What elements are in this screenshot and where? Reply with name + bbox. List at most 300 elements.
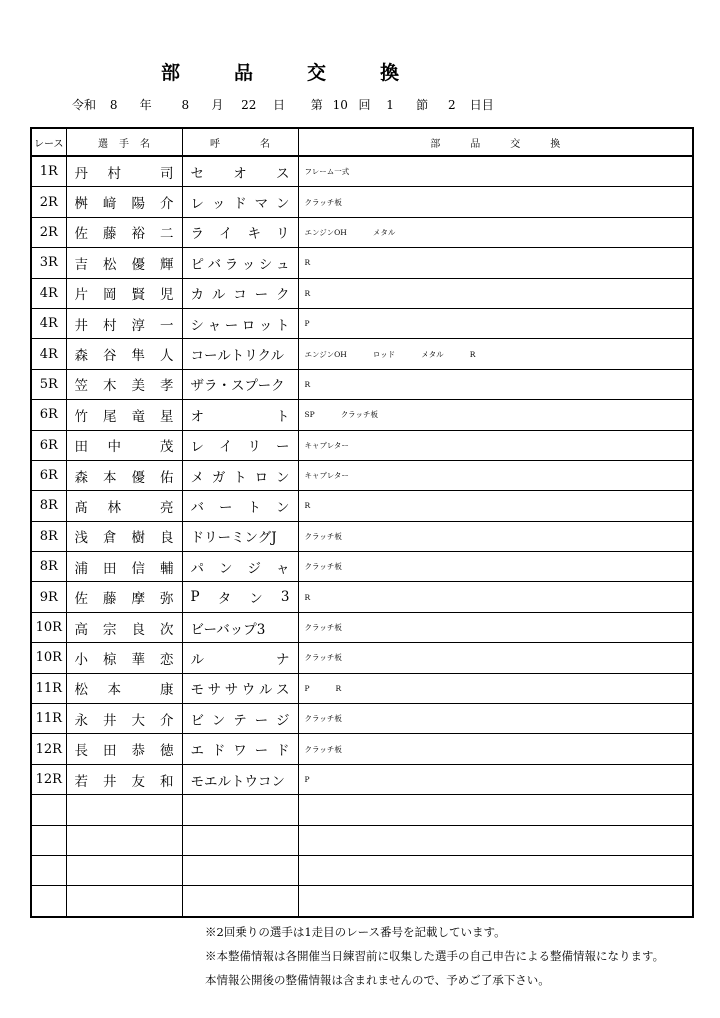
empty-cell bbox=[298, 886, 693, 917]
parts-cell bbox=[298, 217, 693, 247]
parts-cell bbox=[298, 187, 693, 217]
player-name-char: 本 bbox=[107, 682, 121, 699]
race-cell: 2R bbox=[31, 217, 66, 247]
callname-part: ー bbox=[219, 499, 233, 516]
callname-part: コールトリクル bbox=[190, 348, 285, 365]
parts-item: クラッチ板 bbox=[340, 410, 379, 420]
parts-item: キャブレター bbox=[304, 471, 349, 481]
player-name-char: 田 bbox=[103, 560, 117, 577]
player-name-char: 永 bbox=[74, 712, 88, 729]
callname-part: テ bbox=[233, 712, 247, 729]
table-row bbox=[31, 339, 693, 369]
parts-item: P bbox=[304, 775, 310, 784]
date-month-unit: 月 bbox=[211, 98, 224, 112]
callname-cell bbox=[182, 673, 298, 703]
player-name-char: 隼 bbox=[131, 348, 145, 365]
parts-item: メタル bbox=[372, 227, 396, 237]
parts-item: クラッチ板 bbox=[304, 197, 342, 207]
notes bbox=[205, 920, 664, 992]
player-name-char: 長 bbox=[74, 743, 88, 760]
empty-cell bbox=[66, 855, 182, 885]
empty-cell bbox=[31, 855, 66, 885]
callname-part: シ bbox=[190, 317, 204, 334]
player-name-cell bbox=[66, 734, 182, 764]
player-name-char: 二 bbox=[160, 226, 174, 243]
table-row bbox=[31, 430, 693, 460]
parts-cell bbox=[298, 582, 693, 612]
table-row bbox=[31, 248, 693, 278]
player-name-char: 次 bbox=[160, 621, 174, 638]
callname-part: ッ bbox=[241, 256, 256, 273]
callname-cell bbox=[182, 308, 298, 338]
player-name-char: 宗 bbox=[103, 621, 117, 638]
parts-cell bbox=[298, 400, 693, 430]
player-name-cell bbox=[66, 156, 182, 187]
player-name-char: 椋 bbox=[103, 651, 117, 668]
parts-item: R bbox=[304, 288, 311, 298]
parts-cell bbox=[298, 491, 693, 521]
callname-part: ワ bbox=[233, 743, 247, 760]
callname-part: P bbox=[190, 589, 200, 606]
player-name-cell bbox=[66, 612, 182, 642]
header-player: 選 手 名 bbox=[66, 128, 182, 156]
race-cell: 6R bbox=[31, 430, 66, 460]
callname-cell bbox=[182, 704, 298, 734]
player-name-char: 良 bbox=[160, 530, 174, 547]
callname-part: ト bbox=[233, 469, 247, 486]
player-name-char: 﨑 bbox=[103, 196, 117, 213]
player-name-char: 康 bbox=[160, 682, 174, 699]
parts-cell bbox=[298, 278, 693, 308]
date-kai-num: 10 bbox=[332, 98, 348, 112]
callname-part: レ bbox=[190, 439, 204, 456]
table-row bbox=[31, 460, 693, 490]
player-name-cell bbox=[66, 582, 182, 612]
parts-cell bbox=[298, 612, 693, 642]
player-name-char: 孝 bbox=[160, 378, 174, 395]
player-name-char: 佐 bbox=[74, 226, 88, 243]
callname-part: ビ bbox=[190, 712, 204, 729]
player-name-char: 小 bbox=[74, 651, 88, 668]
callname-part: ナ bbox=[276, 651, 290, 668]
race-cell: 4R bbox=[31, 308, 66, 338]
race-cell: 3R bbox=[31, 248, 66, 278]
date-setsu-num: 1 bbox=[386, 98, 394, 112]
player-name-char: 竹 bbox=[74, 408, 88, 425]
date-year: 8 bbox=[109, 98, 118, 112]
callname-part: モエルトウコン bbox=[190, 773, 285, 790]
player-name-char: 華 bbox=[131, 651, 145, 668]
table-row bbox=[31, 187, 693, 217]
player-name-cell bbox=[66, 521, 182, 551]
player-name-char: 陽 bbox=[131, 196, 145, 213]
callname-part: ス bbox=[275, 682, 290, 699]
player-name-char: 弥 bbox=[160, 591, 174, 608]
callname-part: ル bbox=[258, 682, 273, 699]
player-name-char: 輔 bbox=[160, 560, 174, 577]
race-cell: 11R bbox=[31, 673, 66, 703]
player-name-cell bbox=[66, 430, 182, 460]
callname-part: ッ bbox=[258, 317, 273, 334]
parts-item: P bbox=[304, 683, 310, 693]
player-name-char: 星 bbox=[160, 408, 174, 425]
parts-cell bbox=[298, 704, 693, 734]
empty-cell bbox=[182, 825, 298, 855]
table-row bbox=[31, 217, 693, 247]
player-name-char: 恭 bbox=[131, 743, 145, 760]
callname-part: オ bbox=[190, 408, 204, 425]
callname-part: ー bbox=[254, 743, 269, 760]
player-name-char: 恋 bbox=[160, 651, 174, 668]
player-name-char: 司 bbox=[160, 165, 174, 182]
empty-cell bbox=[31, 795, 66, 825]
date-line bbox=[72, 96, 494, 113]
player-name-char: 美 bbox=[131, 378, 145, 395]
parts-table bbox=[30, 127, 694, 918]
player-name-cell bbox=[66, 704, 182, 734]
player-name-char: 笠 bbox=[74, 378, 88, 395]
player-name-cell bbox=[66, 460, 182, 490]
player-name-char: 倉 bbox=[103, 530, 117, 547]
callname-part: カ bbox=[190, 287, 204, 304]
player-name-cell bbox=[66, 673, 182, 703]
player-name-char: 亮 bbox=[160, 499, 174, 516]
callname-part: バ bbox=[190, 499, 204, 516]
callname-part: メ bbox=[190, 469, 204, 486]
page-title bbox=[0, 58, 560, 85]
callname-part: ロ bbox=[241, 317, 256, 334]
date-day-unit: 日 bbox=[272, 98, 285, 112]
player-name-char: 信 bbox=[131, 560, 145, 577]
callname-part: ン bbox=[249, 591, 263, 608]
parts-item: R bbox=[304, 592, 311, 602]
empty-cell bbox=[31, 825, 66, 855]
table-row bbox=[31, 612, 693, 642]
callname-part: ジ bbox=[276, 712, 290, 729]
date-dai: 第 bbox=[310, 98, 323, 112]
callname-cell bbox=[182, 248, 298, 278]
table-row bbox=[31, 704, 693, 734]
player-name-char: 和 bbox=[160, 773, 174, 790]
player-name-char: 村 bbox=[103, 317, 117, 334]
callname-part: ン bbox=[211, 712, 226, 729]
callname-cell bbox=[182, 369, 298, 399]
player-name-char: 児 bbox=[160, 287, 174, 304]
empty-cell bbox=[66, 886, 182, 917]
race-cell: 6R bbox=[31, 400, 66, 430]
table-row bbox=[31, 400, 693, 430]
callname-part: ー bbox=[224, 317, 239, 334]
date-setsu-unit: 節 bbox=[416, 98, 429, 112]
header-parts: 部 品 交 換 bbox=[298, 128, 693, 156]
player-name-char: 浦 bbox=[74, 560, 88, 577]
callname-cell bbox=[182, 521, 298, 551]
callname-part: コ bbox=[233, 287, 247, 304]
empty-cell bbox=[182, 855, 298, 885]
player-name-char: 優 bbox=[131, 469, 145, 486]
callname-cell bbox=[182, 582, 298, 612]
race-cell: 8R bbox=[31, 491, 66, 521]
callname-part: ロ bbox=[254, 469, 269, 486]
callname-part: サ bbox=[207, 682, 222, 699]
parts-cell bbox=[298, 430, 693, 460]
callname-part: ド bbox=[233, 196, 247, 213]
race-cell: 10R bbox=[31, 612, 66, 642]
table-row bbox=[31, 308, 693, 338]
player-name-cell bbox=[66, 187, 182, 217]
header-race: レース bbox=[31, 128, 66, 156]
callname-cell bbox=[182, 764, 298, 794]
note-line: 本情報公開後の整備情報は含まれませんので、予めご了承下さい。 bbox=[205, 973, 550, 987]
table-row bbox=[31, 673, 693, 703]
player-name-cell bbox=[66, 764, 182, 794]
callname-part: ラ bbox=[224, 256, 239, 273]
player-name-char: 吉 bbox=[74, 256, 88, 273]
callname-cell bbox=[182, 612, 298, 642]
date-nichime-num: 2 bbox=[447, 98, 456, 112]
callname-part: セ bbox=[190, 165, 204, 182]
player-name-char: 介 bbox=[160, 196, 174, 213]
table-row bbox=[31, 156, 693, 187]
callname-part: ド bbox=[211, 743, 226, 760]
race-cell: 11R bbox=[31, 704, 66, 734]
player-name-char: 茂 bbox=[160, 439, 174, 456]
race-cell: 12R bbox=[31, 734, 66, 764]
callname-part: サ bbox=[224, 682, 239, 699]
parts-item: R bbox=[304, 258, 311, 268]
empty-cell bbox=[298, 855, 693, 885]
callname-cell bbox=[182, 460, 298, 490]
player-name-char: 森 bbox=[74, 348, 88, 365]
table-row bbox=[31, 734, 693, 764]
empty-cell bbox=[31, 886, 66, 917]
player-name-cell bbox=[66, 643, 182, 673]
callname-part: ピ bbox=[190, 256, 204, 273]
parts-item: キャブレター bbox=[304, 440, 349, 450]
player-name-cell bbox=[66, 339, 182, 369]
player-name-char: 髙 bbox=[74, 499, 88, 516]
player-name-char: 一 bbox=[160, 317, 174, 334]
date-year-unit: 年 bbox=[139, 98, 152, 112]
player-name-char: 淳 bbox=[131, 317, 145, 334]
player-name-char: 中 bbox=[107, 439, 121, 456]
callname-part: イ bbox=[219, 226, 233, 243]
callname-cell bbox=[182, 400, 298, 430]
table-header bbox=[31, 128, 693, 156]
callname-part: タ bbox=[217, 591, 232, 608]
parts-cell bbox=[298, 156, 693, 187]
player-name-char: 松 bbox=[74, 682, 88, 699]
callname-part: ン bbox=[219, 560, 233, 577]
parts-item: クラッチ板 bbox=[304, 714, 342, 724]
date-kai-unit: 回 bbox=[358, 98, 371, 112]
parts-item: R bbox=[469, 349, 476, 359]
title-char: 交 bbox=[307, 62, 327, 84]
race-cell: 12R bbox=[31, 764, 66, 794]
player-name-cell bbox=[66, 278, 182, 308]
player-name-char: 本 bbox=[103, 469, 117, 486]
parts-cell bbox=[298, 764, 693, 794]
callname-part: シ bbox=[258, 256, 273, 273]
parts-cell bbox=[298, 552, 693, 582]
note-line: ※2回乗りの選手は1走目のレース番号を記載しています。 bbox=[205, 925, 506, 939]
parts-item: クラッチ板 bbox=[304, 623, 342, 633]
race-cell: 4R bbox=[31, 278, 66, 308]
callname-part: リ bbox=[276, 226, 290, 243]
player-name-char: 大 bbox=[131, 712, 145, 729]
callname-part: ス bbox=[276, 165, 290, 182]
callname-cell bbox=[182, 278, 298, 308]
player-name-cell bbox=[66, 217, 182, 247]
empty-row bbox=[31, 855, 693, 885]
title-char: 換 bbox=[380, 62, 400, 84]
player-name-char: 友 bbox=[131, 773, 145, 790]
player-name-char: 優 bbox=[131, 256, 145, 273]
callname-part: ー bbox=[276, 439, 290, 456]
race-cell: 8R bbox=[31, 552, 66, 582]
table-row bbox=[31, 764, 693, 794]
player-name-char: 岡 bbox=[103, 287, 117, 304]
player-name-char: 徳 bbox=[160, 743, 174, 760]
race-cell: 5R bbox=[31, 369, 66, 399]
callname-part: ド bbox=[276, 743, 290, 760]
callname-part: ドリーミングJ bbox=[190, 530, 277, 547]
parts-item: ロッド bbox=[372, 349, 396, 359]
callname-part: ャ bbox=[207, 317, 222, 334]
callname-part: バ bbox=[207, 256, 222, 273]
title-char: 品 bbox=[233, 62, 253, 84]
player-name-char: 藤 bbox=[103, 591, 117, 608]
table-row bbox=[31, 491, 693, 521]
player-name-char: 林 bbox=[107, 499, 121, 516]
player-name-cell bbox=[66, 248, 182, 278]
callname-part: レ bbox=[190, 196, 204, 213]
callname-part: ー bbox=[254, 712, 269, 729]
parts-item: クラッチ板 bbox=[304, 653, 342, 663]
parts-cell bbox=[298, 673, 693, 703]
empty-cell bbox=[66, 795, 182, 825]
callname-part: ン bbox=[276, 196, 290, 213]
callname-part: 3 bbox=[280, 589, 290, 606]
parts-item: クラッチ板 bbox=[304, 744, 342, 754]
player-name-char: 井 bbox=[74, 317, 88, 334]
parts-item: クラッチ板 bbox=[304, 562, 342, 572]
callname-part: ジ bbox=[247, 560, 261, 577]
empty-cell bbox=[182, 795, 298, 825]
empty-row bbox=[31, 886, 693, 917]
date-month: 8 bbox=[181, 98, 190, 112]
date-nichime-unit: 日目 bbox=[469, 98, 494, 112]
parts-cell bbox=[298, 643, 693, 673]
date-day: 22 bbox=[241, 98, 257, 112]
table-row bbox=[31, 582, 693, 612]
note-line: ※本整備情報は各開催当日練習前に収集した選手の自己申告による整備情報になります。 bbox=[205, 949, 665, 963]
player-name-char: 片 bbox=[74, 287, 88, 304]
player-name-cell bbox=[66, 491, 182, 521]
player-name-char: 輝 bbox=[160, 256, 174, 273]
player-name-char: 良 bbox=[131, 621, 145, 638]
empty-row bbox=[31, 795, 693, 825]
header-callname: 呼 名 bbox=[182, 128, 298, 156]
table-row bbox=[31, 278, 693, 308]
callname-cell bbox=[182, 552, 298, 582]
callname-part: ウ bbox=[241, 682, 256, 699]
empty-cell bbox=[182, 886, 298, 917]
player-name-char: 井 bbox=[103, 773, 117, 790]
parts-item: クラッチ板 bbox=[304, 531, 342, 541]
callname-part: エ bbox=[190, 743, 204, 760]
race-cell: 9R bbox=[31, 582, 66, 612]
parts-item: R bbox=[304, 379, 311, 389]
player-name-char: 藤 bbox=[103, 226, 117, 243]
callname-part: マ bbox=[254, 196, 269, 213]
callname-part: ト bbox=[275, 317, 290, 334]
player-name-char: 裕 bbox=[131, 226, 145, 243]
callname-cell bbox=[182, 217, 298, 247]
parts-item: R bbox=[335, 683, 342, 693]
player-name-char: 人 bbox=[160, 348, 174, 365]
race-cell: 1R bbox=[31, 156, 66, 187]
player-name-char: 田 bbox=[103, 743, 117, 760]
callname-part: ト bbox=[276, 408, 290, 425]
player-name-char: 田 bbox=[74, 439, 88, 456]
player-name-char: 竜 bbox=[131, 408, 145, 425]
player-name-char: 尾 bbox=[103, 408, 117, 425]
callname-part: ッ bbox=[211, 196, 226, 213]
player-name-char: 丹 bbox=[74, 165, 88, 182]
player-name-char: 樹 bbox=[131, 530, 145, 547]
race-cell: 10R bbox=[31, 643, 66, 673]
table-row bbox=[31, 643, 693, 673]
parts-cell bbox=[298, 369, 693, 399]
parts-cell bbox=[298, 339, 693, 369]
callname-part: ビーバップ3 bbox=[190, 621, 266, 638]
callname-cell bbox=[182, 339, 298, 369]
player-name-cell bbox=[66, 400, 182, 430]
player-name-cell bbox=[66, 369, 182, 399]
callname-cell bbox=[182, 734, 298, 764]
table-row bbox=[31, 369, 693, 399]
parts-item: R bbox=[304, 501, 311, 511]
callname-part: ラ bbox=[190, 226, 204, 243]
player-name-char: 谷 bbox=[103, 348, 117, 365]
callname-part: ャ bbox=[276, 560, 290, 577]
player-name-char: 木 bbox=[103, 378, 117, 395]
player-name-char: 賢 bbox=[131, 287, 145, 304]
date-era: 令和 bbox=[72, 98, 97, 112]
parts-item: P bbox=[304, 319, 310, 329]
parts-cell bbox=[298, 248, 693, 278]
empty-cell bbox=[66, 825, 182, 855]
parts-cell bbox=[298, 734, 693, 764]
callname-part: ガ bbox=[211, 469, 226, 486]
callname-part: ー bbox=[254, 287, 269, 304]
player-name-cell bbox=[66, 308, 182, 338]
player-name-char: 井 bbox=[103, 712, 117, 729]
callname-part: ザラ・スプーク bbox=[190, 378, 285, 395]
callname-part: ク bbox=[276, 287, 290, 304]
callname-part: ル bbox=[211, 287, 226, 304]
race-cell: 2R bbox=[31, 187, 66, 217]
player-name-char: 高 bbox=[74, 621, 88, 638]
callname-part: キ bbox=[247, 226, 261, 243]
table-row bbox=[31, 552, 693, 582]
callname-part: ン bbox=[276, 469, 290, 486]
empty-cell bbox=[298, 825, 693, 855]
callname-part: モ bbox=[190, 682, 204, 699]
parts-item: エンジンOH bbox=[304, 227, 347, 237]
parts-cell bbox=[298, 460, 693, 490]
